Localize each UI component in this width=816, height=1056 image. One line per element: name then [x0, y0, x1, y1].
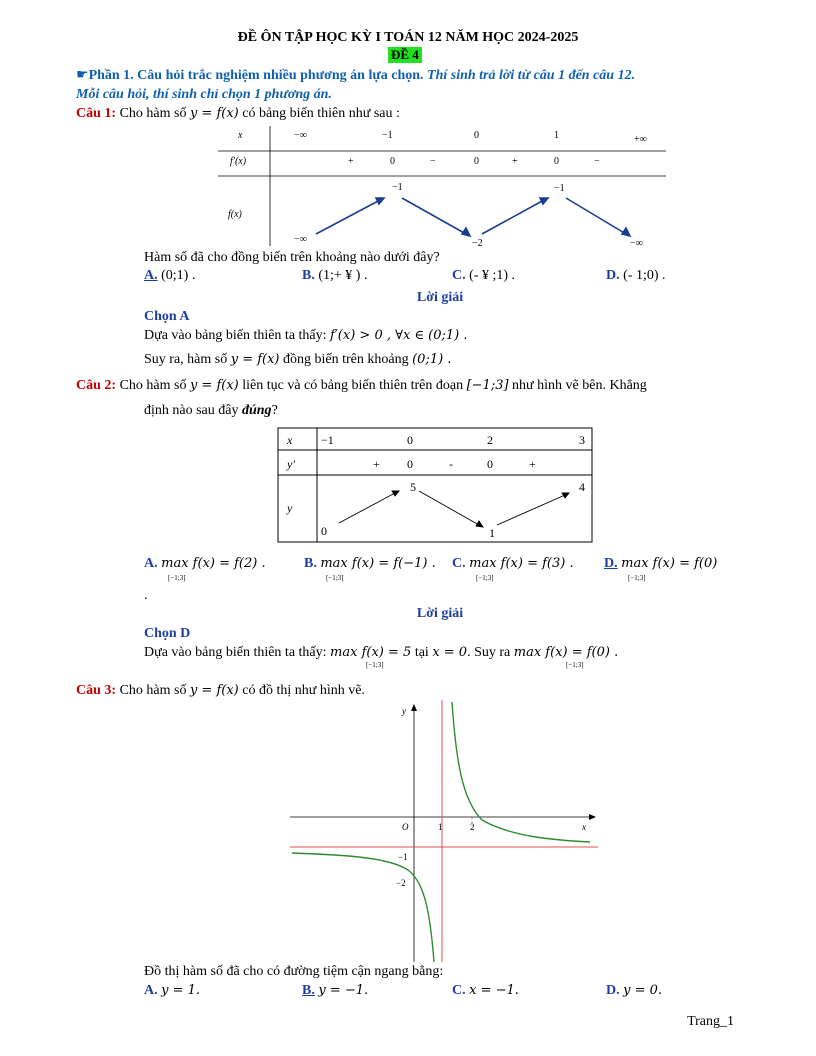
q2-arrow-up	[497, 495, 565, 525]
q1-option-d-text: (- 1;0) .	[623, 268, 666, 283]
q3-option-b[interactable]	[302, 983, 368, 999]
q1-f-val: −2	[472, 238, 483, 248]
q2-sign: +	[529, 457, 536, 471]
q1-option-b[interactable]	[302, 268, 367, 284]
q2-y-val: 5	[410, 480, 416, 494]
q2-option-d-text: max f(x) = f(0)	[621, 556, 718, 571]
q1-x-val: +∞	[634, 134, 647, 145]
q2-line1-post: . Suy ra	[467, 645, 511, 660]
q2-line1-mid: tại	[414, 645, 429, 660]
q3-option-b-key: B.	[302, 983, 315, 998]
q2-x-val: 0	[407, 433, 413, 447]
q2-option-a[interactable]	[144, 556, 266, 572]
q2-table-x-label: x	[287, 433, 293, 447]
q1-option-a[interactable]	[144, 268, 195, 284]
q1-table-fprime-label: f′(x)	[230, 156, 247, 167]
q3-option-a[interactable]	[144, 983, 200, 999]
q3-option-c-text: x = −1.	[469, 983, 519, 998]
q2-option-c-text: max f(x) = f(3) .	[469, 556, 574, 571]
q1-line1-pre: Dựa vào bảng biến thiên ta thấy:	[144, 328, 327, 343]
q2-stem-pre: Cho hàm số	[119, 378, 187, 393]
q2-stem	[76, 378, 647, 394]
q3-option-d-key: D.	[606, 983, 620, 998]
q3-curve-left	[292, 853, 434, 962]
q1-option-a-text: (0;1) .	[161, 268, 196, 283]
q2-sub-d: [−1;3]	[628, 574, 646, 582]
q1-arrow-down	[566, 198, 626, 234]
q2-solution-title: Lời giải	[416, 606, 464, 621]
q1-arrow-down	[402, 198, 466, 234]
q1-variation-table	[214, 124, 674, 248]
q2-sign: 0	[407, 457, 413, 471]
q1-x-val: 0	[474, 130, 479, 141]
q1-table-x-label: x	[238, 130, 243, 141]
q1-solution-title: Lời giải	[416, 290, 464, 305]
q1-option-d[interactable]	[606, 268, 666, 284]
q2-option-d[interactable]	[604, 556, 717, 572]
q3-stem-pre: Cho hàm số	[119, 683, 187, 698]
q3-stem	[76, 683, 365, 699]
q2-arrow-down	[419, 491, 479, 525]
q3-option-a-text: y = 1.	[161, 983, 201, 998]
q1-label: Câu 1:	[76, 106, 117, 121]
q1-arrow-up	[482, 200, 544, 234]
q2-y-val: 4	[579, 480, 585, 494]
q2-sub-b: [−1;3]	[326, 574, 344, 582]
q1-option-a-key: A.	[144, 268, 158, 283]
q1-choice: Chọn A	[144, 309, 190, 324]
q1-sign: −	[430, 156, 436, 167]
q1-f-val: −∞	[294, 234, 307, 245]
q2-x-val: −1	[321, 433, 334, 447]
q2-stem-mid: liên tục và có bảng biến thiên trên đoạn	[242, 378, 464, 393]
q3-y-tick: −1	[398, 852, 408, 862]
q3-x-tick: 2	[470, 822, 475, 832]
q1-x-val: −∞	[294, 130, 307, 141]
q2-interval: [−1;3]	[466, 378, 509, 393]
q1-option-b-key: B.	[302, 268, 315, 283]
q3-option-d[interactable]	[606, 983, 662, 999]
q2-x-val: 2	[487, 433, 493, 447]
q1-stem-pre: Cho hàm số	[119, 106, 187, 121]
q2-table-y-label: y	[287, 501, 293, 515]
q1-sign: 0	[474, 156, 479, 167]
q1-func: y = f(x)	[189, 106, 239, 121]
q1-line2-int: (0;1) .	[412, 352, 452, 367]
section-instruction-1: Thí sinh trả lời từ câu 1 đến câu 12.	[427, 68, 636, 83]
q2-table-yprime-label: y′	[287, 457, 295, 471]
q2-func: y = f(x)	[189, 378, 239, 393]
q2-stem2-post: ?	[271, 403, 278, 418]
q3-x-tick: 1	[438, 822, 443, 832]
q2-option-c-key: C.	[452, 556, 466, 571]
q1-line2-pre: Suy ra, hàm số	[144, 352, 228, 367]
q2-option-b-text: max f(x) = f(−1) .	[320, 556, 436, 571]
q1-sign: −	[594, 156, 600, 167]
q2-stem2-emphasis: đúng	[241, 403, 272, 418]
q3-func: y = f(x)	[189, 683, 239, 698]
q2-sign: +	[373, 457, 380, 471]
q2-choice: Chọn D	[144, 626, 191, 641]
page-footer: Trang_1	[687, 1014, 734, 1029]
q1-x-val: −1	[382, 130, 393, 141]
q3-option-a-key: A.	[144, 983, 158, 998]
section-instruction-2: Mỗi câu hỏi, thí sinh chỉ chọn 1 phương án.	[76, 87, 332, 102]
q1-solution-line2	[144, 352, 451, 368]
q2-y-val: 0	[321, 524, 327, 538]
q2-trailing-dot: .	[144, 588, 148, 603]
q2-option-b[interactable]	[304, 556, 436, 572]
q2-stem-post: như hình vẽ bên. Khẳng	[512, 378, 647, 393]
q3-function-graph	[290, 700, 602, 962]
q2-label: Câu 2:	[76, 378, 117, 393]
q1-option-c-key: C.	[452, 268, 466, 283]
q1-sign: +	[348, 156, 354, 167]
q3-label: Câu 3:	[76, 683, 117, 698]
q2-line1-pre: Dựa vào bảng biến thiên ta thấy:	[144, 645, 327, 660]
q2-y-val: 1	[489, 526, 495, 540]
page-title: ĐỀ ÔN TẬP HỌC KỲ I TOÁN 12 NĂM HỌC 2024-2025	[237, 30, 579, 45]
q2-arrow-up	[339, 493, 395, 523]
q3-stem-post: có đồ thị như hình vẽ.	[242, 683, 365, 698]
q2-line1-math3: max f(x) = f(0) .	[513, 645, 619, 660]
q2-sign: -	[449, 457, 453, 471]
q2-solution-line1	[144, 645, 618, 661]
q3-option-d-text: y = 0.	[623, 983, 663, 998]
q1-sign: 0	[554, 156, 559, 167]
q3-origin-label: O	[402, 822, 409, 832]
q1-solution-line1	[144, 328, 468, 344]
q2-line1-math2: x = 0	[432, 645, 468, 660]
exam-code-badge: ĐỀ 4	[388, 47, 422, 63]
q3-x-axis-label: x	[582, 822, 586, 832]
q1-f-val: −1	[554, 183, 565, 194]
section-heading: Phần 1. Câu hỏi trắc nghiệm nhiều phương án lựa chọn.	[88, 68, 424, 83]
q1-line1-math: f′(x) > 0 , ∀x ∈ (0;1) .	[330, 328, 468, 343]
q3-curve-right	[452, 702, 590, 842]
q3-question: Đồ thị hàm số đã cho có đường tiệm cận ngang bằng:	[144, 964, 444, 979]
q1-option-d-key: D.	[606, 268, 620, 283]
q2-sub-a: [−1;3]	[168, 574, 186, 582]
q2-x-val: 3	[579, 433, 585, 447]
q2-sign: 0	[487, 457, 493, 471]
q1-stem-post: có bảng biến thiên như sau :	[242, 106, 400, 121]
section-heading-line	[76, 67, 635, 84]
q2-solution-sub2: [−1;3]	[566, 661, 584, 669]
q1-option-b-text: (1;+ ¥ ) .	[318, 268, 368, 283]
q2-stem-line2	[144, 403, 278, 419]
q3-y-axis-label: y	[402, 706, 406, 716]
q1-sign: +	[512, 156, 518, 167]
pointing-hand-icon: ☛	[76, 68, 89, 83]
q3-y-tick: −2	[396, 878, 406, 888]
q1-sign: 0	[390, 156, 395, 167]
q3-option-c[interactable]	[452, 983, 519, 999]
q2-option-a-key: A.	[144, 556, 158, 571]
q1-option-c-text: (- ¥ ;1) .	[469, 268, 516, 283]
q1-arrow-up	[316, 200, 380, 234]
q1-f-val: −1	[392, 182, 403, 193]
q1-line2-mid: đồng biến trên khoảng	[283, 352, 409, 367]
q2-solution-sub1: [−1;3]	[366, 661, 384, 669]
q1-f-val: −∞	[630, 238, 643, 248]
q1-x-val: 1	[554, 130, 559, 141]
q3-option-b-text: y = −1.	[318, 983, 369, 998]
q2-variation-table	[277, 427, 593, 543]
q2-option-d-key: D.	[604, 556, 618, 571]
q1-stem	[76, 106, 400, 122]
q1-line2-func: y = f(x)	[230, 352, 280, 367]
q1-table-f-label: f(x)	[228, 209, 242, 220]
q1-question: Hàm số đã cho đồng biến trên khoảng nào dưới đây?	[144, 250, 440, 265]
q2-stem2-pre: định nào sau đây	[144, 403, 239, 418]
q2-line1-math1: max f(x) = 5	[330, 645, 412, 660]
q2-option-b-key: B.	[304, 556, 317, 571]
q3-option-c-key: C.	[452, 983, 466, 998]
q2-sub-c: [−1;3]	[476, 574, 494, 582]
q2-option-a-text: max f(x) = f(2) .	[161, 556, 266, 571]
q1-option-c[interactable]	[452, 268, 515, 284]
q2-option-c[interactable]	[452, 556, 574, 572]
